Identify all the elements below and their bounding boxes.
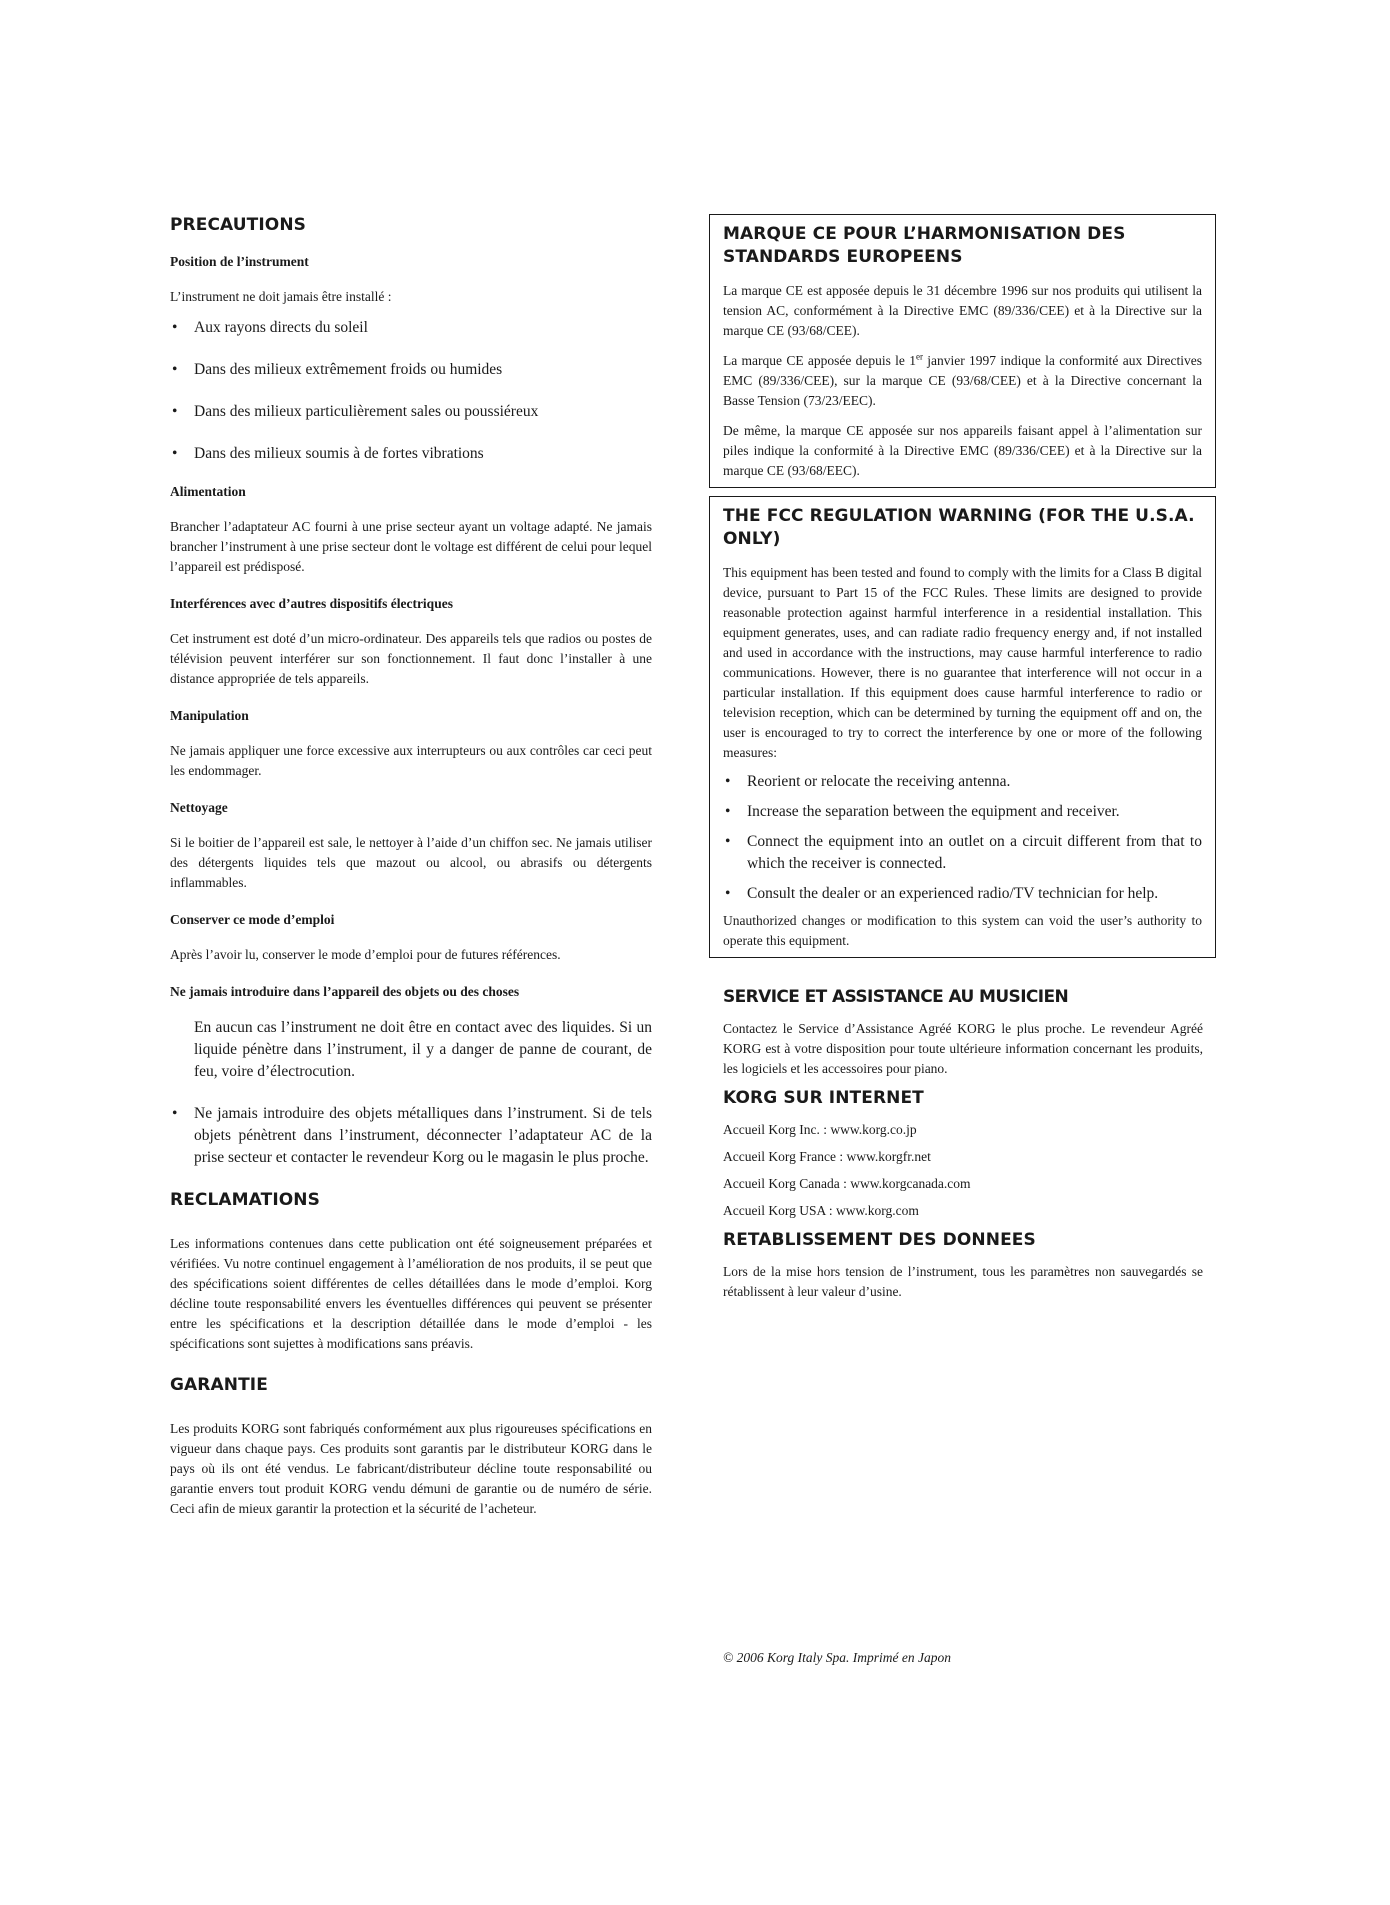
copyright: © 2006 Korg Italy Spa. Imprimé en Japon xyxy=(723,1650,951,1665)
retablissement-title: RETABLISSEMENT DES DONNEES xyxy=(723,1230,1036,1250)
conserver-text: Après l’avoir lu, conserver le mode d’emploi pour de futures références. xyxy=(170,947,561,962)
position-intro: L’instrument ne doit jamais être installé : xyxy=(170,289,392,304)
position-heading: Position de l’instrument xyxy=(170,254,309,269)
internet-link: Accueil Korg Inc. : www.korg.co.jp xyxy=(723,1122,917,1137)
list-item: • Aux rayons directs du soleil xyxy=(170,317,652,339)
reclamations-text: Les informations contenues dans cette publication ont été soigneusement préparées et vérifiées. Vu notre continuel engagement à l’amélioration de nos produits, il se peut que des spécifications soient différentes de celles détaillées dans le mode d’emploi. Korg décline toute responsabilité envers les éventuelles différences qui peuvent se présenter entre les spécifications et la description détaillée dans le mode d’emploi - les spécifications sont sujettes à modifications sans préavis. xyxy=(170,1236,652,1351)
service-text: Contactez le Service d’Assistance Agréé KORG le plus proche. Le revendeur Agréé KORG est à votre disposition pour toute ultérieure information concernant les produits, les logiciels et les accessoires pour piano. xyxy=(723,1021,1203,1076)
internet-link: Accueil Korg France : www.korgfr.net xyxy=(723,1149,931,1164)
list-item: • Dans des milieux particulièrement sales ou poussiéreux xyxy=(170,401,652,423)
reclamations-title: RECLAMATIONS xyxy=(170,1190,320,1210)
ce-box xyxy=(709,214,1216,488)
internet-link: Accueil Korg Canada : www.korgcanada.com xyxy=(723,1176,971,1191)
fcc-title: THE FCC REGULATION WARNING (FOR THE U.S.A. ONLY) xyxy=(723,506,1195,549)
list-item: • Increase the separation between the equipment and receiver. xyxy=(723,801,1202,823)
internet-link: Accueil Korg USA : www.korg.com xyxy=(723,1203,919,1218)
internet-title: KORG SUR INTERNET xyxy=(723,1088,924,1108)
retablissement-text: Lors de la mise hors tension de l’instrument, tous les paramètres non sauvegardés se rétablissent à leur valeur d’usine. xyxy=(723,1264,1203,1299)
list-item: • Reorient or relocate the receiving antenna. xyxy=(723,771,1202,793)
nettoyage-heading: Nettoyage xyxy=(170,800,228,815)
introduire-para: En aucun cas l’instrument ne doit être en contact avec des liquides. Si un liquide pénètre dans l’instrument, il y a danger de panne de courant, de feu, voire d’électrocution. xyxy=(194,1019,652,1080)
left-column xyxy=(170,214,652,1519)
conserver-heading: Conserver ce mode d’emploi xyxy=(170,912,335,927)
list-item: • Dans des milieux extrêmement froids ou humides xyxy=(170,359,652,381)
alimentation-text: Brancher l’adaptateur AC fourni à une prise secteur ayant un voltage adapté. Ne jamais brancher l’instrument à une prise secteur dont le voltage est différent de celui pour lequel l’appareil est prédisposé. xyxy=(170,519,652,574)
ce-paragraph-2 xyxy=(723,351,1202,411)
ce-superscript: er xyxy=(915,351,923,362)
introduire-list xyxy=(170,1103,652,1169)
nettoyage-text: Si le boitier de l’appareil est sale, le nettoyer à l’aide d’un chiffon sec. Ne jamais utiliser des détergents liquides tels que mazout ou alcool, ou abrasifs ou détergents inflammables. xyxy=(170,835,652,890)
ce-paragraph-2-start: La marque CE apposée depuis le 1 xyxy=(723,353,916,368)
ce-paragraph-2-end: janvier 1997 indique la conformité aux Directives EMC (89/336/CEE), sur la marque CE (93/68/CEE) et à la Directive concernant la Basse Tension (73/23/EEC). xyxy=(723,353,1202,408)
service-title: SERVICE ET ASSISTANCE AU MUSICIEN xyxy=(723,987,1069,1007)
ce-paragraph-1: La marque CE est apposée depuis le 31 décembre 1996 sur nos produits qui utilisent la tension AC, conformément à la Directive EMC (89/336/CEE) et à la Directive sur la marque CE (93/68/CEE). xyxy=(723,283,1202,338)
introduire-heading: Ne jamais introduire dans l’appareil des objets ou des choses xyxy=(170,984,520,999)
fcc-box xyxy=(709,496,1216,958)
position-list xyxy=(170,317,652,465)
manipulation-heading: Manipulation xyxy=(170,708,249,723)
garantie-title: GARANTIE xyxy=(170,1375,268,1395)
fcc-footer: Unauthorized changes or modification to this system can void the user’s authority to operate this equipment. xyxy=(723,913,1202,948)
precautions-title: PRECAUTIONS xyxy=(170,215,307,235)
list-item: • Consult the dealer or an experienced radio/TV technician for help. xyxy=(723,883,1202,905)
interferences-text: Cet instrument est doté d’un micro-ordinateur. Des appareils tels que radios ou postes de télévision peuvent interférer sur son fonctionnement. Il faut donc l’installer à une distance appropriée de tels appareils. xyxy=(170,631,652,686)
list-item: • Dans des milieux soumis à de fortes vibrations xyxy=(170,443,652,465)
garantie-text: Les produits KORG sont fabriqués conformément aux plus rigoureuses spécifications en vigueur dans chaque pays. Ces produits sont garantis par le distributeur KORG dans le pays où ils ont été vendus. Le fabricant/distributeur décline toute responsabilité ou garantie envers tout produit KORG vendu démuni de garantie ou de numéro de série. Ceci afin de mieux garantir la protection et la sécurité de l’acheteur. xyxy=(170,1421,652,1516)
list-item: • Connect the equipment into an outlet on a circuit different from that to which the receiver is connected. xyxy=(723,831,1202,875)
ce-paragraph-3: De même, la marque CE apposée sur nos appareils faisant appel à l’alimentation sur piles indique la conformité à la Directive EMC (89/336/CEE) et à la Directive sur la marque CE (93/68/EEC). xyxy=(723,423,1202,478)
list-item: • Ne jamais introduire des objets métalliques dans l’instrument. Si de tels objets pénètrent dans l’instrument, déconnecter l’adaptateur AC de la prise secteur et contacter le revendeur Korg ou le magasin le plus proche. xyxy=(170,1103,652,1169)
alimentation-heading: Alimentation xyxy=(170,484,246,499)
info-sections xyxy=(709,986,1216,1302)
fcc-text: This equipment has been tested and found to comply with the limits for a Class B digital device, pursuant to Part 15 of the FCC Rules. These limits are designed to provide reasonable protection against harmful interference in a residential installation. This equipment generates, uses, and can radiate radio frequency energy and, if not installed and used in accordance with the instructions, may cause harmful interference to radio communications. However, there is no guarantee that interference will not occur in a particular installation. If this equipment does cause harmful interference to radio or television reception, which can be determined by turning the equipment off and on, the user is encouraged to try to correct the interference by one or more of the following measures: xyxy=(723,565,1202,760)
right-column xyxy=(709,214,1216,1302)
fcc-list xyxy=(723,771,1202,905)
ce-title: MARQUE CE POUR L’HARMONISATION DES STANDARDS EUROPEENS xyxy=(723,224,1126,267)
interferences-heading: Interférences avec d’autres dispositifs électriques xyxy=(170,596,453,611)
manipulation-text: Ne jamais appliquer une force excessive aux interrupteurs ou aux contrôles car ceci peut les endommager. xyxy=(170,743,652,778)
